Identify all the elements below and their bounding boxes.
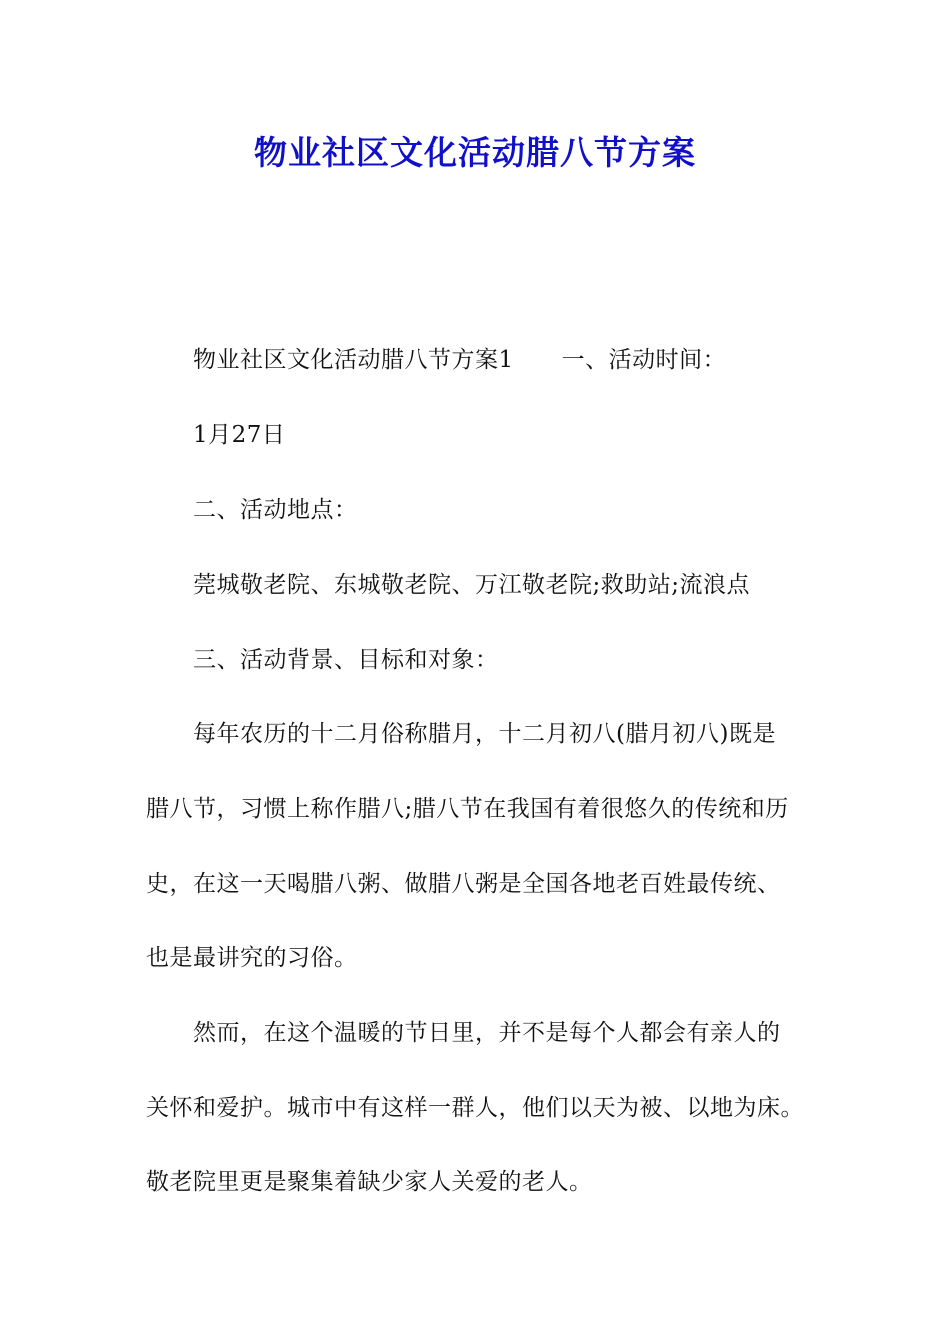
paragraph-line: 敬老院里更是聚集着缺少家人关爱的老人。: [146, 1169, 593, 1195]
paragraph-line: 也是最讲究的习俗。: [146, 945, 358, 971]
plan-heading: 物业社区文化活动腊八节方案1: [193, 347, 514, 373]
section-heading-location: 二、活动地点：: [193, 497, 358, 523]
activity-locations: 莞城敬老院、东城敬老院、万江敬老院;救助站;流浪点: [193, 572, 750, 598]
paragraph-line: [193, 343, 893, 377]
paragraph-line: 腊八节，习惯上称作腊八;腊八节在我国有着很悠久的传统和历: [146, 796, 789, 822]
paragraph-line: 然而，在这个温暖的节日里，并不是每个人都会有亲人的: [193, 1020, 781, 1046]
document-title: 物业社区文化活动腊八节方案: [254, 133, 696, 172]
section-heading-time: 一、活动时间：: [561, 347, 727, 373]
paragraph-line: 史，在这一天喝腊八粥、做腊八粥是全国各地老百姓最传统、: [146, 871, 781, 897]
activity-date: 1月27日: [193, 422, 286, 448]
paragraph-line: 每年农历的十二月俗称腊月，十二月初八(腊月初八)既是: [193, 721, 776, 747]
paragraph-line: 关怀和爱护。城市中有这样一群人，他们以天为被、以地为床。: [146, 1095, 804, 1121]
section-heading-background: 三、活动背景、目标和对象：: [193, 647, 499, 673]
